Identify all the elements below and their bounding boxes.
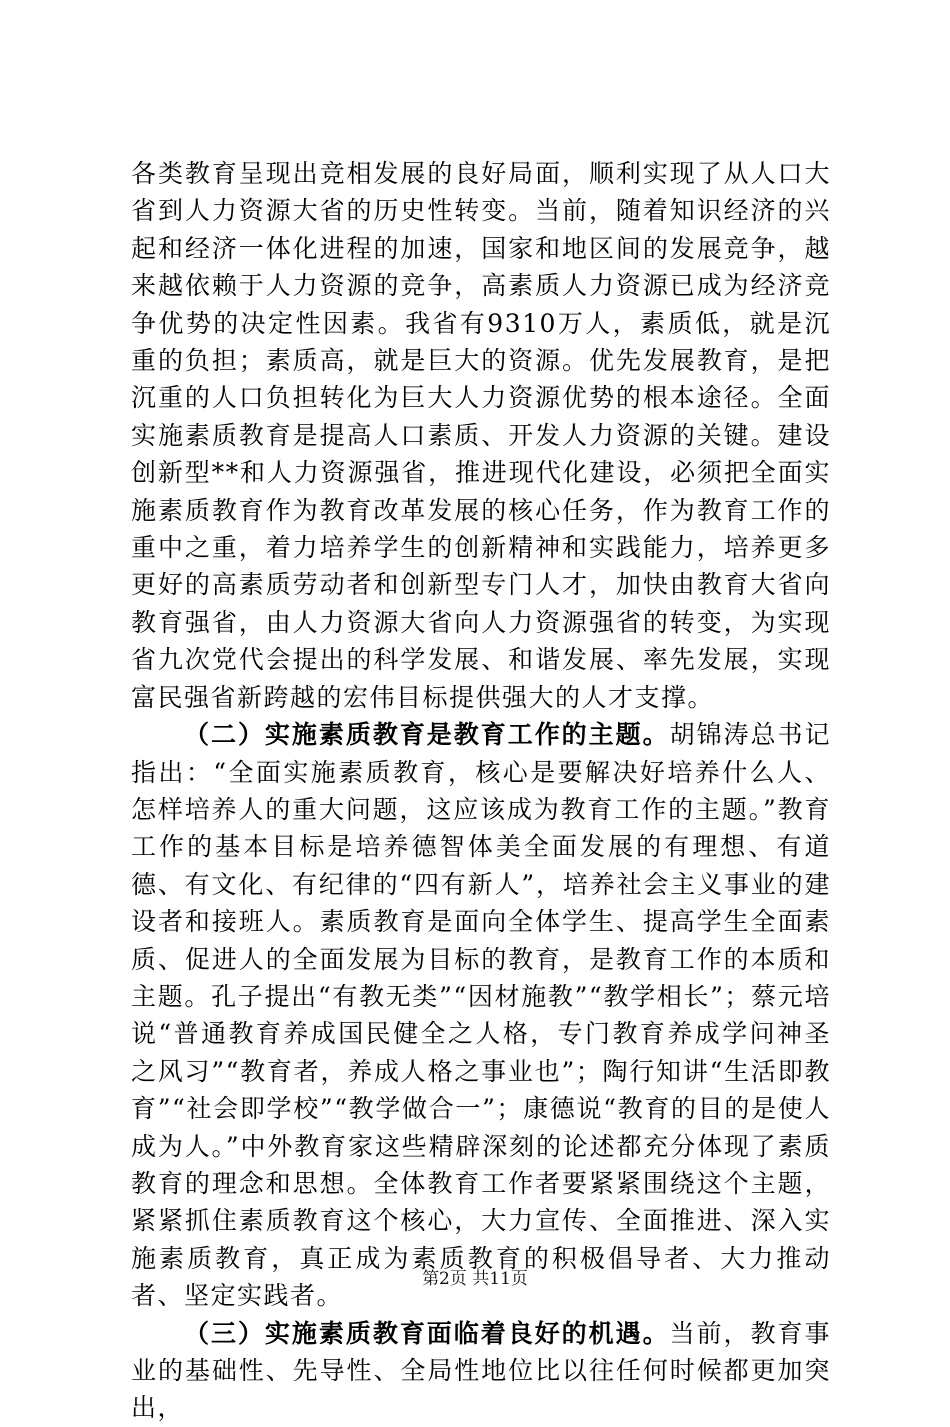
section-heading-2: （二）实施素质教育是教育工作的主题。 — [184, 720, 670, 750]
paragraph-text: 各类教育呈现出竞相发展的良好局面，顺利实现了从人口大省到人力资源大省的历史性转变。当前，随着知识经济的兴起和经济一体化进程的加速，国家和地区间的发展竞争，越来越依赖于人力资源的竞争，高素质人力资源已成为经济竞争优势的决定性因素。我省有9310万人，素质低，就是沉重的负担；素质高，就是巨大的资源。优先发展教育，是把沉重的人口负担转化为巨大人力资源优势的根本途径。全面实施素质教育是提高人口素质、开发人力资源的关键。建设创新型**和人力资源强省，推进现代化建设，必须把全面实施素质教育作为教育改革发展的核心任务，作为教育工作的重中之重，着力培养学生的创新精神和实践能力，培养更多更好的高素质劳动者和创新型专门人才，加快由教育大省向教育强省，由人力资源大省向人力资源强省的转变，为实现省九次党代会提出的科学发展、和谐发展、率先发展，实现富民强省新跨越的宏伟目标提供强大的人才支撑。 — [131, 159, 831, 712]
page-number-footer: 第2页 共11页 — [422, 1269, 528, 1289]
paragraph-section-2 — [131, 716, 831, 1315]
document-body — [131, 155, 831, 1427]
paragraph-text: 胡锦涛总书记指出：“全面实施素质教育，核心是要解决好培养什么人、怎样培养人的重大问题，这应该成为教育工作的主题。”教育工作的基本目标是培养德智体美全面发展的有理想、有道德、有文化、有纪律的“四有新人”，培养社会主义事业的建设者和接班人。素质教育是面向全体学生、提高学生全面素质、促进人的全面发展为目标的教育，是教育工作的本质和主题。孔子提出“有教无类”“因材施教”“教学相长”；蔡元培说“普通教育养成国民健全之人格，专门教育养成学问神圣之风习”“教育者，养成人格之事业也”；陶行知讲“生活即教育”“社会即学校”“教学做合一”；康德说“教育的目的是使人成为人。”中外教育家这些精辟深刻的论述都充分体现了素质教育的理念和思想。全体教育工作者要紧紧围绕这个主题，紧紧抓住素质教育这个核心，大力宣传、全面推进、深入实施素质教育，真正成为素质教育的积极倡导者、大力推动者、坚定实践者。 — [131, 720, 831, 1311]
paragraph-continuation — [131, 155, 831, 716]
paragraph-section-3 — [131, 1315, 831, 1427]
section-heading-3: （三）实施素质教育面临着良好的机遇。 — [184, 1318, 670, 1348]
paragraph-text: 当前，教育事业的基础性、先导性、全局性地位比以往任何时候都更加突出， — [131, 1318, 831, 1423]
